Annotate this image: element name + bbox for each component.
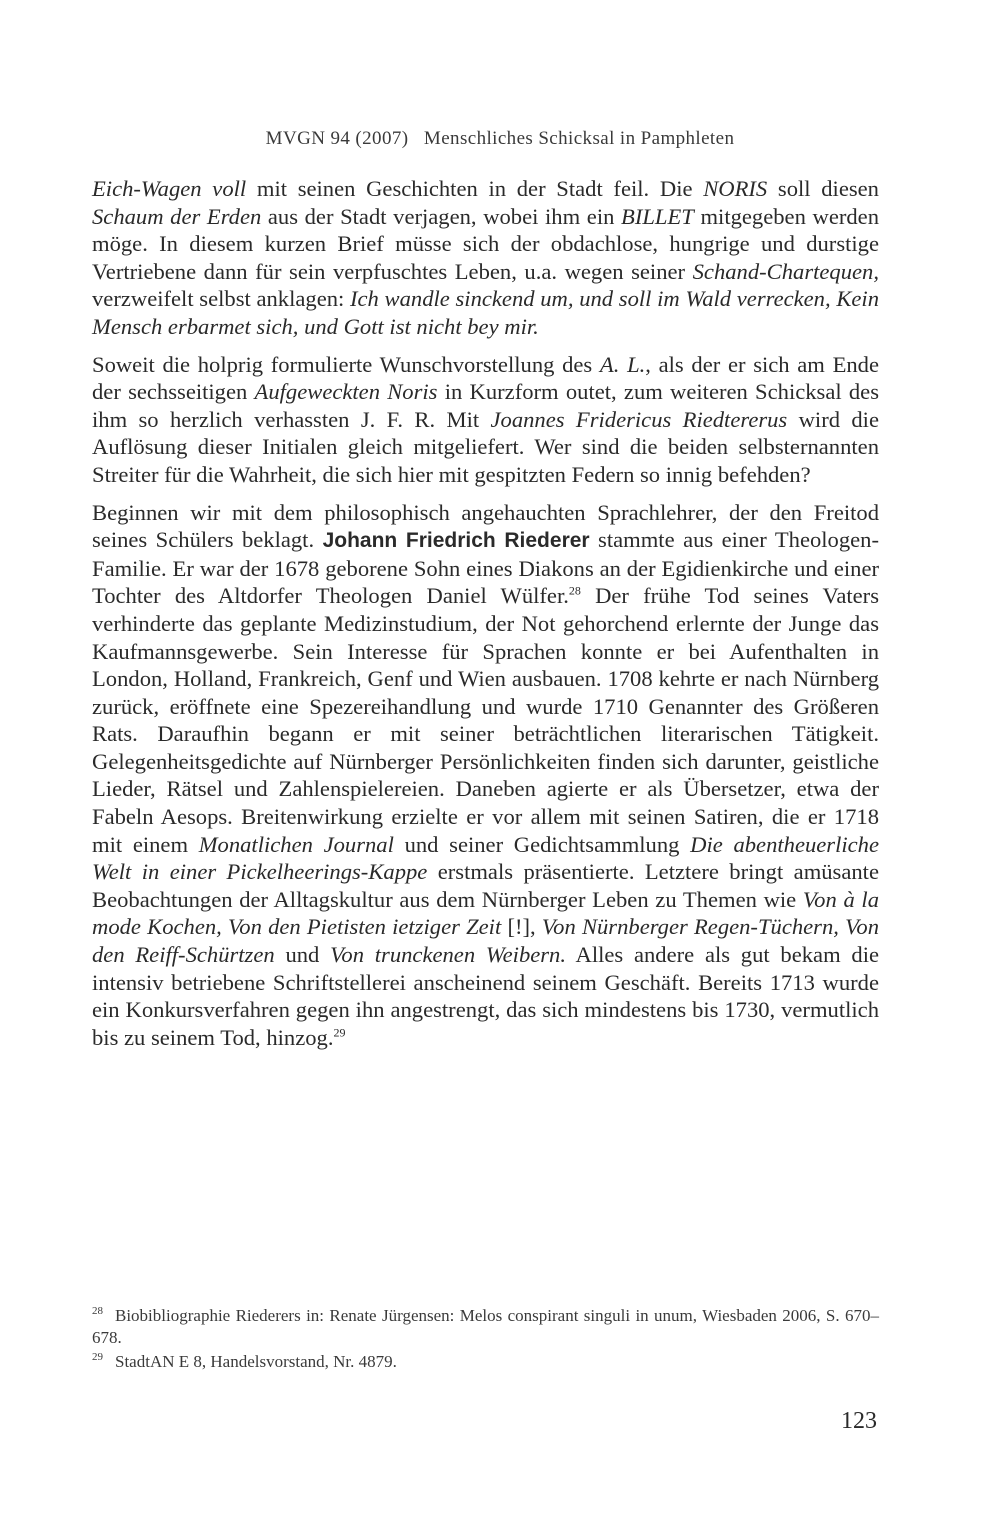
text-run: Soweit die holprig formulierte Wunschvorstellung des <box>92 351 600 377</box>
paragraph-2 <box>92 351 879 489</box>
text-run: erstmals präsentierte. Letztere bringt amüsante Beobachtungen der Alltagskultur aus dem Nürnberger Leben zu Themen wie <box>92 859 879 912</box>
italic-phrase: Monatlichen Journal <box>198 831 394 857</box>
footnote-ref-28[interactable]: 28 <box>568 583 581 598</box>
text-run: verzweifelt selbst anklagen: <box>92 286 350 312</box>
text-run: [!], <box>501 914 542 940</box>
italic-phrase: A. L. <box>599 351 646 377</box>
italic-quote: Ich wandle sinckend um, und soll im Wald verrecken, Kein Mensch erbarmet sich, und Gott ist nicht bey mir. <box>92 286 879 339</box>
italic-phrase: Aufgeweckten Noris <box>254 379 438 405</box>
footnote-number: 28 <box>92 1305 103 1318</box>
journal-reference: MVGN 94 (2007) <box>265 128 409 149</box>
page-number: 123 <box>841 1408 877 1434</box>
italic-phrase: Joannes Fridericus Riedtererus <box>490 406 788 432</box>
text-run: Beginnen wir mit dem philosophisch angehauchten Sprachlehrer, der den Freitod seines Schülers beklagt. <box>92 499 879 553</box>
footnotes <box>92 1305 879 1375</box>
text-run: , als der er sich am Ende der sechsseitigen <box>92 351 879 405</box>
text-run: Alles andere als gut bekam die intensiv betriebene Schriftstellerei anscheinend seinem Geschäft. Bereits 1713 wurde ein Konkursverfahren gegen ihn angestrengt, das sich mindestens bis 1730, vermutlich bis zu seinem Tod, hinzog. <box>92 942 880 1050</box>
text-run: soll diesen <box>767 176 879 201</box>
footnote-text: Biobibliographie Riederers in: Renate Jürgensen: Melos conspirant singuli in unum, Wiesbaden 2006, S. 670–678. <box>92 1306 879 1347</box>
article-title: Menschliches Schicksal in Pamphleten <box>423 128 735 149</box>
text-run: in Kurzform outet, zum weiteren Schicksal des ihm so herzlich verhassten J. F. R. Mit <box>92 379 880 432</box>
text-run: stammte aus einer Theologen-Familie. Er war der 1678 geborene Sohn eines Diakons an der Egidienkirche und einer Tochter des Altdorfer Theologen Daniel Wülfer. <box>92 527 879 609</box>
text-run: und seiner Gedichtsammlung <box>393 831 691 857</box>
footnote-29 <box>92 1351 879 1373</box>
italic-phrase: Eich-Wagen voll <box>92 176 247 201</box>
bold-name: Johann Friedrich Riederer <box>322 529 590 553</box>
italic-phrase: Von trunckenen Weibern. <box>330 942 567 968</box>
running-header <box>0 128 1000 150</box>
text-run: Der frühe Tod seines Vaters verhinderte das geplante Medizinstudium, der Not gehorchend erlernte der Junge das Kaufmannsgewerbe. Sein Interesse für Sprachen konnte er bei Aufenthalten in London, Holland, Frankreich, Genf und Wien ausbauen. 1708 kehrte er nach Nürnberg zurück, eröffnete eine Spezereihandlung und wurde 1710 Genannter des Größeren Rats. Daraufhin begann er mit seiner beträchtlichen literarischen Tätigkeit. Gelegenheitsgedichte auf Nürnberger Persönlichkeiten finden sich darunter, geistliche Lieder, Rätsel und Zahlenspielereien. Daneben agierte er als Übersetzer, etwa der Fabeln Aesops. Breitenwirkung erzielte er vor allem mit seinen Satiren, die er 1718 mit einem <box>92 583 879 857</box>
paragraph-3 <box>92 499 879 1052</box>
text-run: und <box>274 942 331 968</box>
italic-phrase: Die abentheuerliche Welt in einer Pickelheerings-Kappe <box>92 831 879 885</box>
italic-phrase: Von à la mode Kochen, Von den Pietisten ietziger Zeit <box>92 886 880 940</box>
italic-phrase: BILLET <box>621 203 694 229</box>
text-run: mit seinen Geschichten in der Stadt feil. Die <box>246 176 704 201</box>
italic-phrase: NORIS <box>703 176 768 201</box>
text-run: wird die Auflösung dieser Initialen gleich mitgeliefert. Wer sind die beiden selbsternannten Streiter für die Wahrheit, die sich hier mit gespitzten Federn so innig befehden? <box>92 406 879 487</box>
text-run: mitgegeben werden möge. In diesem kurzen Brief müsse sich der obdachlose, hungrige und durstige Vertriebene dann für sein verpfuschtes Leben, u.a. wegen seiner <box>92 203 879 284</box>
footnote-number: 29 <box>92 1351 103 1364</box>
body-text <box>92 175 879 1061</box>
footnote-28 <box>92 1305 879 1349</box>
italic-phrase: Von Nürnberger Regen-Tüchern, Von den Reiff-Schürtzen <box>92 914 879 968</box>
italic-phrase: Schaum der Erden <box>92 203 262 229</box>
footnote-ref-29[interactable]: 29 <box>333 1025 346 1040</box>
text-run: aus der Stadt verjagen, wobei ihm ein <box>261 203 622 229</box>
paragraph-1 <box>92 175 879 341</box>
footnote-text: StadtAN E 8, Handelsvorstand, Nr. 4879. <box>115 1352 397 1371</box>
italic-phrase: Schand-Chartequen, <box>692 258 879 284</box>
